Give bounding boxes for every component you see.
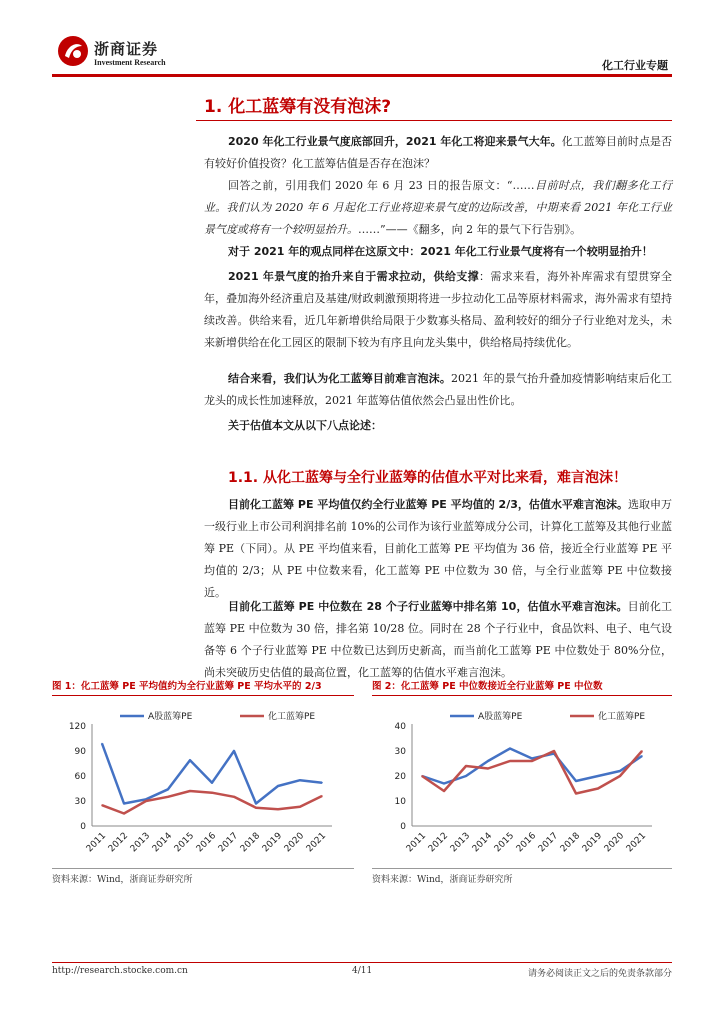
legend-label: 化工蓝筹PE (268, 712, 316, 722)
paragraph-5-text: 2021 年的景气抬升叠加疫情影响结束后化工龙头的成长性加速释放，2021 年蓝筹估值依然会凸显出性价比。 (204, 372, 673, 407)
legend-item-1 (240, 710, 315, 722)
figure-2-chart (372, 700, 672, 865)
data-point (233, 796, 235, 798)
data-point (299, 806, 301, 808)
paragraph-3 (204, 241, 672, 263)
paragraph-7 (204, 494, 672, 604)
x-tick-label: 2019 (260, 831, 285, 855)
footer-divider (52, 962, 672, 963)
legend-item-1 (570, 710, 645, 722)
logo-text-cn: 浙商证券 (94, 40, 159, 58)
y-tick-label: 0 (80, 822, 86, 832)
legend-label: 化工蓝筹PE (598, 712, 646, 722)
figure-2-title: 图 2：化工蓝筹 PE 中位数接近全行业蓝筹 PE 中位数 (372, 681, 603, 692)
report-category-title: 化工行业专题 (602, 59, 668, 72)
data-point (487, 768, 489, 770)
data-point (255, 803, 257, 805)
data-point (641, 750, 643, 752)
data-point (619, 775, 621, 777)
paragraph-6 (204, 415, 672, 437)
paragraph-7-bold: 目前化工蓝筹 PE 平均值仅约全行业蓝筹 PE 平均值的 2/3，估值水平难言泡沫。 (228, 498, 628, 511)
paragraph-2-quote: 目前时点，我们翻多化工行业。我们认为 2020 年 6 月起化工行业将迎来景气度的边际改善，中期来看 2021 年化工行业景气度或将有一个较明显抬升。 (204, 179, 672, 236)
y-tick-label: 40 (394, 722, 406, 732)
data-point (277, 785, 279, 787)
x-tick-label: 2018 (238, 831, 263, 855)
company-logo (56, 34, 186, 74)
y-tick-label: 30 (394, 747, 406, 757)
x-tick-label: 2019 (580, 831, 605, 855)
x-tick-label: 2018 (558, 831, 583, 855)
x-tick-label: 2017 (536, 831, 561, 855)
data-point (123, 813, 125, 815)
figure-2-title-rule (372, 695, 672, 696)
page-header (0, 0, 724, 80)
data-point (465, 775, 467, 777)
data-point (211, 782, 213, 784)
figure-2-source: 资料来源：Wind，浙商证券研究所 (372, 875, 513, 885)
data-point (553, 750, 555, 752)
footer-disclaimer: 请务必阅读正文之后的免责条款部分 (527, 969, 672, 979)
data-point (255, 807, 257, 809)
y-tick-label: 10 (394, 797, 406, 807)
x-tick-label: 2020 (602, 831, 627, 855)
x-tick-label: 2021 (304, 831, 329, 855)
x-tick-label: 2016 (194, 831, 219, 855)
data-point (123, 803, 125, 805)
figure-1-source-rule (52, 868, 354, 869)
data-point (299, 779, 301, 781)
data-point (167, 789, 169, 791)
paragraph-1 (204, 131, 672, 175)
figure-1-title: 图 1：化工蓝筹 PE 平均值约为全行业蓝筹 PE 平均水平的 2/3 (52, 681, 322, 692)
figure-1-chart (52, 700, 352, 865)
x-tick-label: 2014 (470, 831, 495, 855)
data-point (575, 780, 577, 782)
data-point (145, 800, 147, 802)
paragraph-5 (204, 368, 672, 412)
paragraph-5-bold: 结合来看，我们认为化工蓝筹目前难言泡沫。 (228, 372, 451, 385)
paragraph-7-text: 选取申万一级行业上市公司利润排名前 10%的公司作为该行业蓝筹成分公司，计算化工蓝筹及其他行业蓝筹 PE（下同）。从 PE 平均值来看，目前化工蓝筹 PE 平均值为 36 倍，接近全行业蓝筹 PE 平均值的 2/3；从 PE 中位数来看，化工蓝筹 PE 中位数为 30 倍，与全行业蓝筹 PE 中位数接近。 (204, 498, 673, 599)
data-point (321, 795, 323, 797)
paragraph-2-tail: ……”——《翻多，向 2 年的景气下行告别》。 (358, 223, 582, 236)
paragraph-8 (204, 596, 672, 684)
data-point (321, 782, 323, 784)
data-point (211, 792, 213, 794)
data-point (277, 809, 279, 811)
figure-1-source: 资料来源：Wind，浙商证券研究所 (52, 875, 193, 885)
header-divider (52, 74, 672, 77)
legend-label: A股蓝筹PE (148, 712, 193, 722)
paragraph-8-text: 目前化工蓝筹 PE 中位数为 30 倍，排名第 10/28 位。同时在 28 个子行业中，食品饮料、电子、电气设备等 6 个子行业蓝筹 PE 中位数已达到历史新高，而当前化工蓝筹 PE 中位数处于 80%分位，尚未突破历史估值的最高位置，化工蓝筹的估值水平难言泡沫。 (204, 600, 672, 679)
paragraph-3-bold: 对于 2021 年的观点同样在这原文中：2021 年化工行业景气度将有一个较明显抬升！ (228, 245, 653, 258)
data-point (233, 750, 235, 752)
figure-2-source-rule (372, 868, 672, 869)
y-tick-label: 20 (394, 772, 406, 782)
paragraph-2-lead: 回答之前，引用我们 2020 年 6 月 23 日的报告原文：“…… (228, 179, 535, 192)
x-tick-label: 2015 (172, 831, 197, 855)
data-point (531, 758, 533, 760)
x-tick-label: 2013 (448, 831, 473, 855)
x-tick-label: 2011 (84, 831, 109, 855)
legend-item-0 (120, 710, 193, 722)
y-tick-label: 60 (74, 772, 86, 782)
data-point (101, 743, 103, 745)
data-point (189, 759, 191, 761)
data-point (443, 783, 445, 785)
y-tick-label: 90 (74, 747, 86, 757)
x-tick-label: 2016 (514, 831, 539, 855)
data-point (641, 755, 643, 757)
footer-url[interactable]: http://research.stocke.com.cn (52, 966, 188, 976)
section-heading-1: 1. 化工蓝筹有没有泡沫? (204, 97, 392, 117)
paragraph-4-bold: 2021 年景气度的抬升来自于需求拉动，供给支撑 (228, 270, 479, 283)
data-point (421, 775, 423, 777)
x-tick-label: 2021 (624, 831, 649, 855)
data-point (531, 760, 533, 762)
logo-text-en: Investment Research (94, 58, 166, 67)
logo-mark-icon (56, 34, 90, 68)
x-tick-label: 2011 (404, 831, 429, 855)
data-point (597, 788, 599, 790)
heading-underline (196, 120, 672, 121)
data-point (619, 770, 621, 772)
data-point (597, 775, 599, 777)
y-tick-label: 0 (400, 822, 406, 832)
data-point (509, 748, 511, 750)
legend-item-0 (450, 710, 523, 722)
x-tick-label: 2014 (150, 831, 175, 855)
section-heading-1-1: 1.1. 从化工蓝筹与全行业蓝筹的估值水平对比来看，难言泡沫！ (228, 470, 627, 486)
data-point (487, 760, 489, 762)
data-point (575, 793, 577, 795)
data-point (101, 804, 103, 806)
data-point (167, 796, 169, 798)
legend-label: A股蓝筹PE (478, 712, 523, 722)
page-number: 4/11 (352, 966, 373, 976)
paragraph-8-bold: 目前化工蓝筹 PE 中位数在 28 个子行业蓝筹中排名第 10，估值水平难言泡沫。 (228, 600, 628, 613)
x-tick-label: 2012 (426, 831, 451, 855)
data-point (465, 765, 467, 767)
x-tick-label: 2015 (492, 831, 517, 855)
data-point (189, 790, 191, 792)
paragraph-1-bold: 2020 年化工行业景气度底部回升，2021 年化工将迎来景气大年。 (228, 135, 562, 148)
figure-1-title-rule (52, 695, 354, 696)
x-tick-label: 2017 (216, 831, 241, 855)
data-point (443, 790, 445, 792)
y-tick-label: 30 (74, 797, 86, 807)
paragraph-4-text: ：需求来看，海外补库需求有望贯穿全年，叠加海外经济重启及基建/财政刺激预期将进一步拉动化工品等原材料需求，海外需求有望持续改善。供给来看，近几年新增供给局限于少数寡头格局、盈利较好的细分子行业绝对龙头，未来新增供给在化工园区的限制下较为有序且向龙头集中，供给格局持续优化。 (204, 270, 673, 349)
x-tick-label: 2013 (128, 831, 153, 855)
paragraph-1-text: 化工蓝筹目前时点是否有较好价值投资？化工蓝筹估值是否存在泡沫？ (204, 135, 673, 170)
x-tick-label: 2020 (282, 831, 307, 855)
y-tick-label: 120 (68, 722, 86, 732)
paragraph-4 (204, 266, 672, 354)
series-line-0 (102, 744, 322, 804)
paragraph-6-bold: 关于估值本文从以下八点论述： (228, 419, 382, 432)
x-tick-label: 2012 (106, 831, 131, 855)
data-point (509, 760, 511, 762)
paragraph-2 (204, 175, 672, 241)
